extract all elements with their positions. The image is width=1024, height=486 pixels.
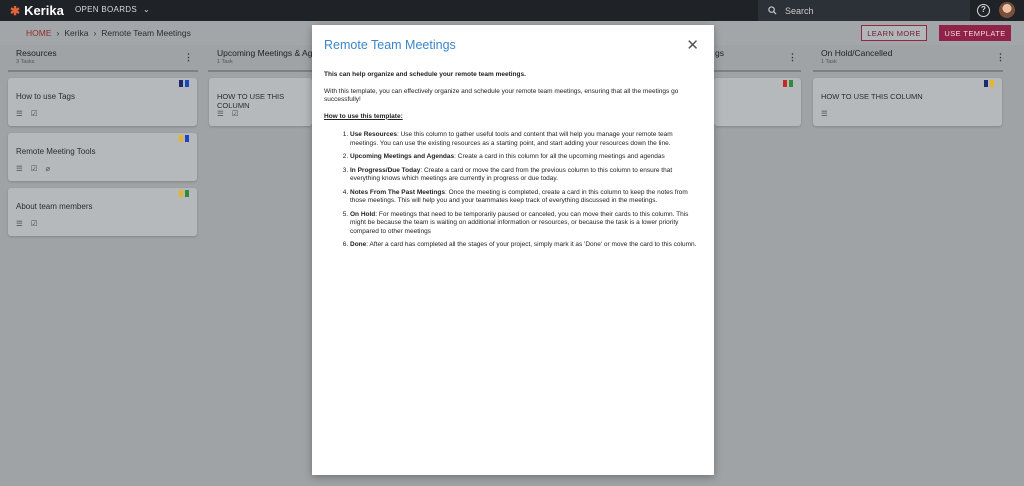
column-title: gs — [715, 48, 724, 58]
card-icons — [217, 109, 238, 118]
more-vertical-icon[interactable]: ⋮ — [996, 52, 1005, 62]
search-icon — [768, 6, 777, 15]
step-label: In Progress/Due Today — [350, 166, 421, 174]
flag-icon — [984, 80, 988, 87]
steps-list — [324, 131, 702, 250]
description-icon: ☰ — [821, 109, 828, 118]
chevron-right-icon: › — [93, 28, 97, 38]
breadcrumb-home[interactable]: HOME — [26, 28, 52, 38]
intro-text: With this template, you can effectively organize and schedule your remote team meetings, ensuring that all the meetings go successfully! — [324, 87, 679, 103]
column-title: On Hold/Cancelled — [821, 48, 893, 58]
card-icons — [16, 109, 37, 118]
chevron-down-icon: ⌄ — [142, 5, 150, 14]
column-header-upcoming — [217, 48, 317, 70]
breadcrumb-board: Remote Team Meetings — [101, 28, 191, 38]
card-remote-meeting-tools[interactable] — [8, 133, 197, 181]
card-partial-howto[interactable] — [714, 78, 801, 126]
breadcrumb-org[interactable]: Kerika — [64, 28, 89, 38]
card-icons — [16, 219, 37, 228]
description-icon: ☰ — [16, 109, 23, 118]
step-label: Upcoming Meetings and Agendas — [350, 153, 455, 160]
checklist-icon: ☑ — [30, 164, 38, 173]
card-title: HOW TO USE THIS COLUMN — [217, 92, 285, 110]
intro-heading: This can help organize and schedule your remote team meetings. — [324, 71, 526, 78]
column-divider — [208, 70, 312, 72]
learn-more-button[interactable]: LEARN MORE — [861, 25, 927, 41]
more-vertical-icon[interactable]: ⋮ — [184, 52, 193, 62]
description-icon: ☰ — [217, 109, 224, 118]
column-divider — [8, 70, 198, 72]
card-upcoming-howto[interactable] — [209, 78, 312, 126]
step-label: Use Resources — [350, 131, 397, 138]
open-boards-menu[interactable] — [75, 5, 150, 14]
top-bar — [0, 0, 1024, 21]
list-item — [350, 241, 702, 250]
step-text: : After a card has completed all the stages of your project, simply mark it as 'Done' or move the card to this column. — [366, 241, 697, 248]
description-icon: ☰ — [16, 219, 23, 228]
step-label: Done — [350, 241, 367, 248]
dialog-body — [324, 71, 702, 255]
card-about-team-members[interactable] — [8, 188, 197, 236]
step-text: : For meetings that need to be temporarily paused or canceled, you can move their cards to this column. This might be because the team is waiting on additional information or resources, or because the task is a lower priority compared to other meetings — [350, 210, 689, 235]
flag-icon — [990, 80, 994, 87]
close-icon[interactable]: ✕ — [686, 37, 699, 54]
step-label: On Hold — [350, 210, 376, 218]
search-input[interactable] — [758, 0, 970, 21]
step-text: : Once the meeting is completed, create a card in this column to keep the notes from those meetings. This will help you and your teammates keep track of everything discussed in the meetings. — [350, 188, 688, 204]
flag-icon — [185, 190, 189, 197]
column-title: Resources — [16, 48, 57, 58]
card-flags — [179, 190, 189, 197]
column-divider — [813, 70, 1003, 72]
card-title: HOW TO USE THIS COLUMN — [821, 92, 923, 101]
column-header-partial — [715, 48, 815, 70]
card-flags — [783, 80, 793, 87]
howto-heading: How to use this template: — [324, 112, 403, 120]
flag-icon — [185, 135, 189, 142]
open-boards-label: OPEN BOARDS — [75, 5, 137, 14]
description-icon: ☰ — [16, 164, 23, 173]
avatar[interactable] — [999, 2, 1015, 18]
card-icons — [821, 109, 828, 118]
card-flags — [179, 80, 189, 87]
column-count: 1 Task — [217, 59, 233, 65]
card-title: How to use Tags — [16, 92, 75, 101]
flag-icon — [789, 80, 793, 87]
step-text: : Create a card or move the card from the previous column to this column to ensure that everything knows which meetings are currently in progress or due today. — [350, 166, 673, 182]
list-item — [350, 189, 702, 206]
step-label: Notes From The Past Meetings — [350, 188, 445, 196]
flag-icon — [783, 80, 787, 87]
more-vertical-icon[interactable]: ⋮ — [788, 52, 797, 62]
dialog-title: Remote Team Meetings — [324, 38, 456, 52]
checklist-icon: ☑ — [231, 109, 239, 118]
card-title: About team members — [16, 202, 93, 211]
flag-icon — [179, 80, 183, 87]
column-header-resources — [16, 48, 196, 70]
column-title: Upcoming Meetings & Ag — [217, 48, 313, 58]
flag-icon — [179, 135, 183, 142]
attachment-icon: ⌀ — [45, 164, 50, 173]
card-flags — [984, 80, 994, 87]
column-count: 3 Tasks — [16, 59, 35, 65]
list-item — [350, 211, 702, 237]
checklist-icon: ☑ — [30, 219, 38, 228]
flag-icon — [185, 80, 189, 87]
list-item — [350, 131, 702, 148]
template-info-dialog — [312, 25, 714, 475]
card-on-hold-howto[interactable] — [813, 78, 1002, 126]
card-title: Remote Meeting Tools — [16, 147, 96, 156]
use-template-button[interactable]: USE TEMPLATE — [939, 25, 1011, 41]
column-header-on-hold — [821, 48, 1005, 70]
help-icon[interactable]: ? — [977, 4, 990, 17]
card-how-to-use-tags[interactable] — [8, 78, 197, 126]
list-item — [350, 153, 702, 162]
column-divider — [714, 70, 801, 72]
checklist-icon: ☑ — [30, 109, 38, 118]
flag-icon — [179, 190, 183, 197]
kerika-logo[interactable] — [10, 3, 64, 18]
card-flags — [179, 135, 189, 142]
chevron-right-icon: › — [56, 28, 60, 38]
logo-text: Kerika — [24, 3, 64, 18]
card-icons — [16, 164, 50, 173]
step-text: : Use this column to gather useful tools and content that will help you manage your remote team meetings. You can use the existing resources as a starting point, and start adding your resources down the line. — [350, 131, 673, 147]
step-text: : Create a card in this column for all the upcoming meetings and agendas — [454, 153, 665, 160]
search-placeholder: Search — [785, 5, 814, 16]
column-count: 1 Task — [821, 59, 837, 65]
breadcrumb — [26, 28, 191, 38]
kerika-logo-icon: ✱ — [10, 3, 21, 18]
list-item — [350, 167, 702, 184]
